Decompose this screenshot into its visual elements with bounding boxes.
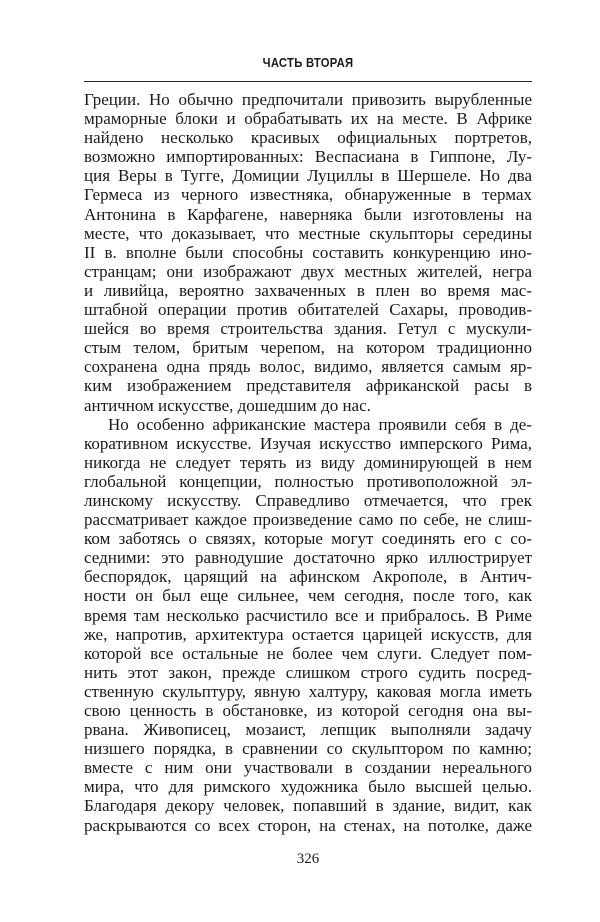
text-line: шейся во время строительства здания. Гетул с мускули- xyxy=(84,319,532,339)
text-line: ности он был еще сильнее, чем сегодня, после того, как xyxy=(84,586,532,606)
text-line: стым телом, бритым черепом, на котором традиционно xyxy=(84,338,532,358)
text-line: мраморные блоки и обрабатывать их на месте. В Африке xyxy=(84,109,532,129)
text-line: и ливийца, вероятно захваченных в плен во время мас- xyxy=(84,280,532,300)
text-line: мира, что для римского художника было высшей целью. xyxy=(84,777,532,797)
page-number: 326 xyxy=(296,851,320,867)
text-line: глобальной концепции, полностью противоположной эл- xyxy=(84,471,532,491)
text-line: рвана. Живописец, мозаист, лепщик выполняли задачу xyxy=(84,720,532,740)
text-line: свою ценность в обстановке, из которой сегодня она вы- xyxy=(84,701,532,720)
text-line: возможно импортированных: Веспасиана в Гиппоне, Лу- xyxy=(84,147,532,167)
running-head: ЧАСТЬ ВТОРАЯ xyxy=(262,56,354,70)
text-line: беспорядок, царящий на афинском Акрополе, в Антич- xyxy=(84,567,532,587)
text-line: раскрываются со всех сторон, на стенах, на потолке, даже xyxy=(84,815,532,835)
text-line: штабной операции против обитателей Сахары, проводив- xyxy=(84,300,532,320)
text-line: вместе с ним они участвовали в создании нереального xyxy=(84,758,532,778)
text-line: античном искусстве, дошедшим до нас. xyxy=(84,395,371,415)
text-line: Гермеса из черного известняка, обнаруженные в термах xyxy=(84,185,532,205)
header-rule xyxy=(84,81,532,82)
text-line: II в. вполне были способны составить конкуренцию ино- xyxy=(84,242,532,262)
text-line: ком заботясь о связях, которые могут соединять его с со- xyxy=(84,529,532,549)
text-line: ция Веры в Тугге, Домиции Луциллы в Шершеле. Но два xyxy=(84,166,532,186)
text-line: которой все остальные не более чем слуги. Следует пом- xyxy=(84,643,532,663)
text-line: ким изображением представителя африканской расы в xyxy=(84,376,532,396)
body-text xyxy=(84,90,532,835)
text-line: найдено несколько красивых официальных портретов, xyxy=(84,128,532,148)
text-line: Благодаря декору человек, попавший в здание, видит, как xyxy=(84,796,532,816)
text-line: сохранена одна прядь волос, видимо, является самым яр- xyxy=(84,357,532,377)
text-line: месте, что доказывает, что местные скульпторы середины xyxy=(84,223,532,243)
text-line: нить этот закон, прежде слишком строго судить посред- xyxy=(84,662,532,682)
text-line: коративном искусстве. Изучая искусство имперского Рима, xyxy=(84,433,532,453)
text-line: Антонина в Карфагене, наверняка были изготовлены на xyxy=(84,204,532,224)
text-line: низшего порядка, в сравнении со скульптором по камню; xyxy=(84,739,532,759)
text-line: ственную скульптуру, явную халтуру, каковая могла иметь xyxy=(84,681,532,701)
text-line: Но особенно африканские мастера проявили себя в де- xyxy=(108,414,532,434)
text-line: странцам; они изображают двух местных жителей, негра xyxy=(84,261,532,281)
text-line: время там несколько расчистило все и прибралось. В Риме xyxy=(84,605,532,625)
text-line: седними: это равнодушие достаточно ярко иллюстрирует xyxy=(84,548,532,568)
text-line: линскому искусству. Справедливо отмечается, что грек xyxy=(84,490,532,510)
text-line: Греции. Но обычно предпочитали привозить вырубленные xyxy=(84,90,532,109)
text-line: никогда не следует терять из виду доминирующей в нем xyxy=(84,452,532,472)
text-line: рассматривает каждое произведение само по себе, не слиш- xyxy=(84,510,532,530)
text-line: же, напротив, архитектура остается царицей искусств, для xyxy=(84,624,532,644)
